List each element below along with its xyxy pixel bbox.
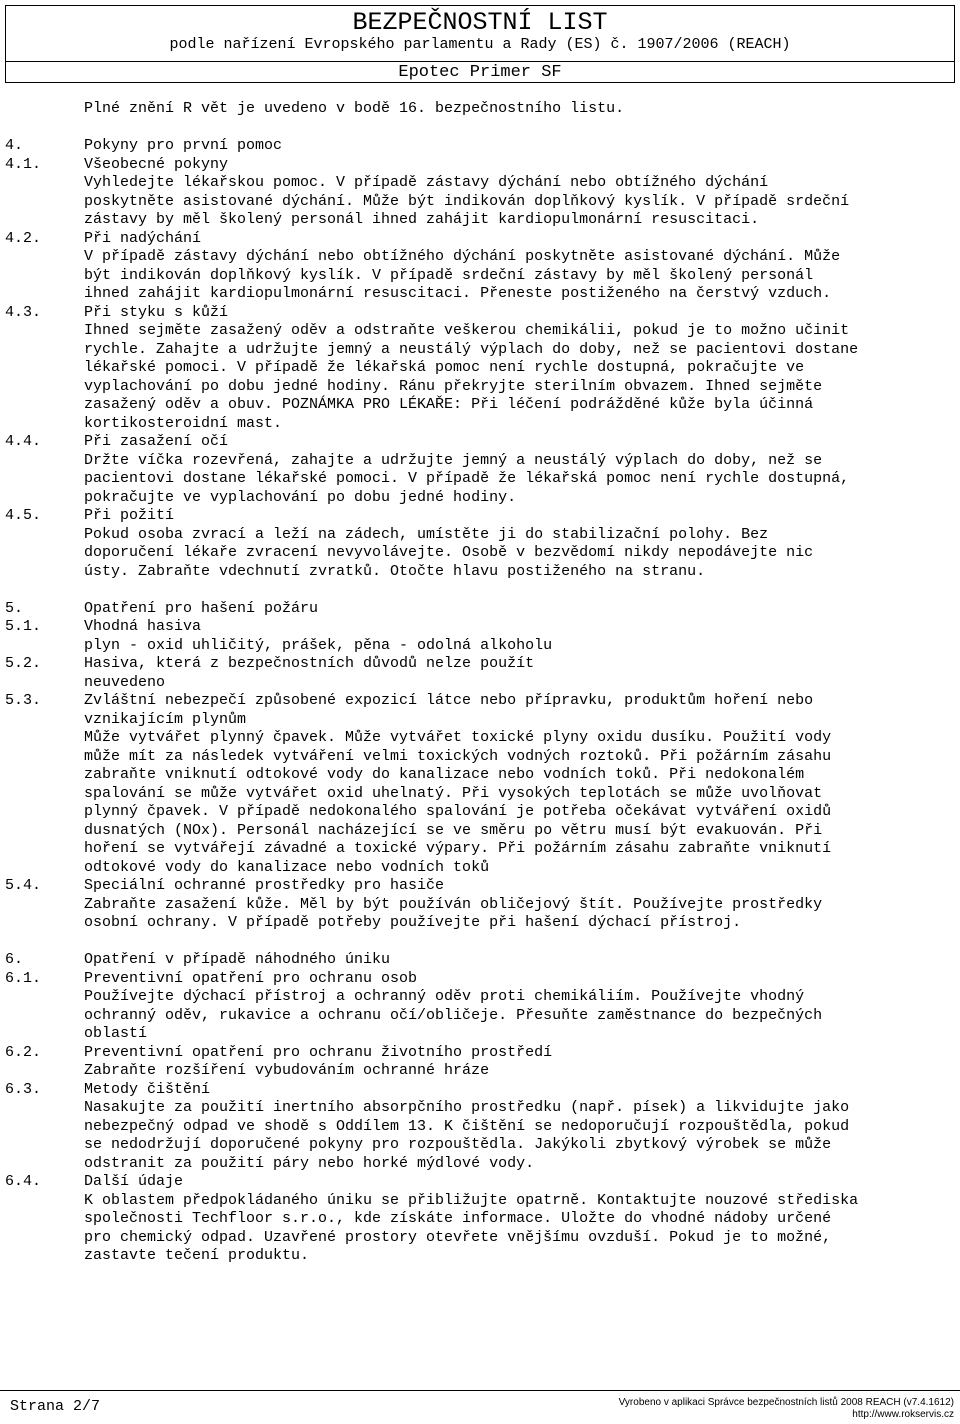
section-number: 5. xyxy=(5,599,24,617)
subsection-heading xyxy=(0,433,960,452)
section-heading xyxy=(0,137,960,156)
body-line: odtokové vody do kanalizace nebo vodních toků xyxy=(84,858,490,876)
subsection-number: 6.2. xyxy=(5,1043,42,1061)
body-line: Zabraňte zasažení kůže. Měl by být používán obličejový štít. Používejte prostředky xyxy=(84,895,823,913)
body-line: ústy. Zabraňte vdechnutí zvratků. Otočte hlavu postiženého na stranu. xyxy=(84,562,706,580)
subsection-number: 4.1. xyxy=(5,155,42,173)
body-line: vyplachování po dobu jedné hodiny. Ránu překryjte sterilním obvazem. Ihned sejměte xyxy=(84,377,823,395)
body-line: může mít za následek vytváření velmi toxických vodných roztoků. Při požárním zásahu xyxy=(84,747,832,765)
subsection-title: Preventivní opatření pro ochranu životního prostředí xyxy=(84,1043,553,1061)
subsection xyxy=(0,655,960,692)
body-line: nebezpečný odpad ve shodě s Oddílem 13. K čištění se nedoporučují rozpouštědla, pokud xyxy=(84,1117,850,1135)
section-4 xyxy=(0,137,960,581)
body-line: lékařské pomoci. V případě že lékařská pomoc není rychle dostupná, pokračujte ve xyxy=(84,359,805,376)
subsection-heading xyxy=(0,230,960,249)
body-line: plynný čpavek. V případě nedokonalého spalování je potřeba očekávat vytváření oxidů xyxy=(84,803,832,820)
subsection-number: 5.2. xyxy=(5,655,42,672)
subsection-number: 4.4. xyxy=(5,433,42,450)
subsection xyxy=(0,692,960,877)
page-number: Strana 2/7 xyxy=(10,1398,101,1415)
subsection-title: Všeobecné pokyny xyxy=(84,155,229,173)
subsection-number: 5.4. xyxy=(5,877,42,894)
body-line: doporučení lékaře zvracení nevyvolávejte. Osobě v bezvědomí nikdy nepodávejte nic xyxy=(84,544,814,561)
subsection-title: Preventivní opatření pro ochranu osob xyxy=(84,969,418,987)
subsection xyxy=(0,1044,960,1081)
subsection-heading xyxy=(0,1081,960,1100)
body-line: pro chemický odpad. Uzavřené prostory otevřete vnějšímu ovzduší. Pokud je to možné, xyxy=(84,1228,832,1246)
subsection-title: Hasiva, která z bezpečnostních důvodů nelze použít xyxy=(84,655,535,672)
section-number: 6. xyxy=(5,951,24,968)
document-body xyxy=(0,100,960,1266)
section-6 xyxy=(0,951,960,1266)
subsection xyxy=(0,433,960,507)
body-line: hoření se vytvářejí závadné a toxické výpary. Při požárním zásahu zabraňte vniknutí xyxy=(84,840,832,857)
subsection-heading xyxy=(0,877,960,896)
subsection-title-cont: vznikajícím plynům xyxy=(84,710,247,728)
section-title: Opatření v případě náhodného úniku xyxy=(84,951,391,968)
body-line: Vyhledejte lékařskou pomoc. V případě zástavy dýchání nebo obtížného dýchání xyxy=(84,174,769,191)
body-line: osobní ochrany. V případě potřeby používejte při hašení dýchací přístroj. xyxy=(84,914,742,931)
body-line: pacientovi dostane lékařské pomoci. V případě že lékařská pomoc není rychle dostupná, xyxy=(84,470,850,487)
body-line: ochranný oděv, rukavice a ochranu očí/obličeje. Přesuňte zaměstnance do bezpečných xyxy=(84,1006,823,1024)
subsection xyxy=(0,507,960,581)
body-line: společnosti Techfloor s.r.o., kde získáte informace. Uložte do vhodné nádoby určené xyxy=(84,1210,832,1227)
body-line: pokračujte ve vyplachování po dobu jedné hodiny. xyxy=(84,488,517,506)
subsection-title: Zvláštní nebezpečí způsobené expozicí látce nebo přípravku, produktům hoření nebo xyxy=(84,692,814,709)
body-line: plyn - oxid uhličitý, prášek, pěna - odolná alkoholu xyxy=(84,636,553,654)
subsection-number: 6.1. xyxy=(5,969,42,987)
body-line: zastavte tečení produktu. xyxy=(84,1247,310,1264)
subsection xyxy=(0,1081,960,1174)
body-line: Ihned sejměte zasažený oděv a odstraňte veškerou chemikálii, pokud je to možno učinit xyxy=(84,322,850,339)
section-5 xyxy=(0,600,960,933)
subsection-number: 6.4. xyxy=(5,1173,42,1190)
body-line: neuvedeno xyxy=(84,673,166,691)
subsection-number: 5.1. xyxy=(5,618,42,635)
subsection-heading xyxy=(0,970,960,989)
subsection-title: Další údaje xyxy=(84,1173,184,1190)
subsection xyxy=(0,618,960,655)
body-line: Zabraňte rozšíření vybudováním ochranné hráze xyxy=(84,1062,490,1079)
page-footer xyxy=(0,1390,960,1424)
body-line: K oblastem předpokládaného úniku se přibližujte opatrně. Kontaktujte nouzové střediska xyxy=(84,1191,859,1209)
subsection-number: 4.5. xyxy=(5,507,42,524)
subsection-title: Při zasažení očí xyxy=(84,433,229,450)
subsection-title: Při styku s kůží xyxy=(84,303,229,321)
subsection-title: Vhodná hasiva xyxy=(84,618,202,635)
footer-generator-text: Vyrobeno v aplikaci Správce bezpečnostních listů 2008 REACH (v7.4.1612) xyxy=(618,1397,954,1408)
intro-note: Plné znění R vět je uvedeno v bodě 16. bezpečnostního listu. xyxy=(84,100,625,117)
product-name: Epotec Primer SF xyxy=(398,63,562,82)
body-line: zabraňte vniknutí odtokové vody do kanalizace nebo vodních toků. Při nedokonalém xyxy=(84,766,805,783)
body-line: rychle. Zahajte a udržujte jemný a neustálý výplach do doby, než se pacientovi dostane xyxy=(84,340,859,358)
subsection xyxy=(0,1173,960,1266)
subsection-number: 4.2. xyxy=(5,229,42,247)
body-line: poskytněte asistované dýchání. Může být indikován doplňkový kyslík. V případě srdeční xyxy=(84,192,850,210)
body-line: ihned zahájit kardiopulmonární resuscitaci. Přeneste postiženého na čerstvý vzduch. xyxy=(84,285,832,302)
subsection-heading xyxy=(0,156,960,175)
body-line: se nedodržují doporučené pokyny pro rozpouštědla. Jakýkoli zbytkový výrobek se může xyxy=(84,1136,832,1153)
body-line: Může vytvářet plynný čpavek. Může vytvářet toxické plyny oxidu dusíku. Použití vody xyxy=(84,729,832,746)
body-line: Používejte dýchací přístroj a ochranný oděv proti chemikáliím. Používejte vhodný xyxy=(84,988,805,1005)
subsection xyxy=(0,877,960,933)
subsection-heading xyxy=(0,655,960,674)
body-line: V případě zástavy dýchání nebo obtížného dýchání poskytněte asistované dýchání. Může xyxy=(84,248,841,265)
body-line: kortikosteroidní mast. xyxy=(84,414,283,432)
subsection-heading xyxy=(0,507,960,526)
subsection-heading xyxy=(0,692,960,711)
subsection-number: 5.3. xyxy=(5,692,42,709)
subsection-title: Při nadýchání xyxy=(84,229,202,247)
body-line: být indikován doplňkový kyslík. V případě srdeční zástavy by měl školený personál xyxy=(84,266,814,284)
subsection-title: Při požití xyxy=(84,507,175,524)
subsection xyxy=(0,156,960,230)
footer-link[interactable]: http://www.rokservis.cz xyxy=(852,1409,954,1420)
subsection-heading xyxy=(0,618,960,637)
subsection-number: 4.3. xyxy=(5,303,42,321)
body-line: zástavy by měl školený personál ihned zahájit kardiopulmonární resuscitaci. xyxy=(84,211,760,228)
body-line: spalování se může vytvářet oxid uhelnatý. Při vysokých teplotách se může uvolňovat xyxy=(84,784,823,802)
body-line: Nasakujte za použití inertního absorpčního prostředku (např. písek) a likvidujte jako xyxy=(84,1099,850,1116)
body-line: Držte víčka rozevřená, zahajte a udržujte jemný a neustálý výplach do doby, než se xyxy=(84,451,823,469)
body-line: oblastí xyxy=(84,1025,148,1042)
body-line: dusnatých (NOx). Personál nacházející se ve směru po větru musí být evakuován. Při xyxy=(84,821,823,839)
document-title: BEZPEČNOSTNÍ LIST xyxy=(352,8,608,37)
body-line: Pokud osoba zvrací a leží na zádech, umístěte ji do stabilizační polohy. Bez xyxy=(84,525,769,543)
body-line: zasažený oděv a obuv. POZNÁMKA PRO LÉKAŘE: Při léčení podrážděné kůže byla účinná xyxy=(84,396,814,413)
document-subtitle: podle nařízení Evropského parlamentu a Rady (ES) č. 1907/2006 (REACH) xyxy=(169,36,791,53)
subsection-heading xyxy=(0,1044,960,1063)
subsection-heading xyxy=(0,304,960,323)
subsection xyxy=(0,304,960,434)
section-number: 4. xyxy=(5,137,24,154)
section-title: Opatření pro hašení požáru xyxy=(84,599,319,617)
subsection-title: Metody čištění xyxy=(84,1080,211,1098)
subsection-number: 6.3. xyxy=(5,1080,42,1098)
body-line: odstranit za použití páry nebo horké mýdlové vody. xyxy=(84,1154,535,1172)
document-header xyxy=(5,5,955,83)
header-title-block xyxy=(6,6,954,62)
subsection-title: Speciální ochranné prostředky pro hasiče xyxy=(84,877,445,894)
footer-source xyxy=(619,1397,954,1421)
subsection xyxy=(0,230,960,304)
section-title: Pokyny pro první pomoc xyxy=(84,137,283,154)
section-heading xyxy=(0,951,960,970)
subsection xyxy=(0,970,960,1044)
section-heading xyxy=(0,600,960,619)
subsection-heading xyxy=(0,1173,960,1192)
